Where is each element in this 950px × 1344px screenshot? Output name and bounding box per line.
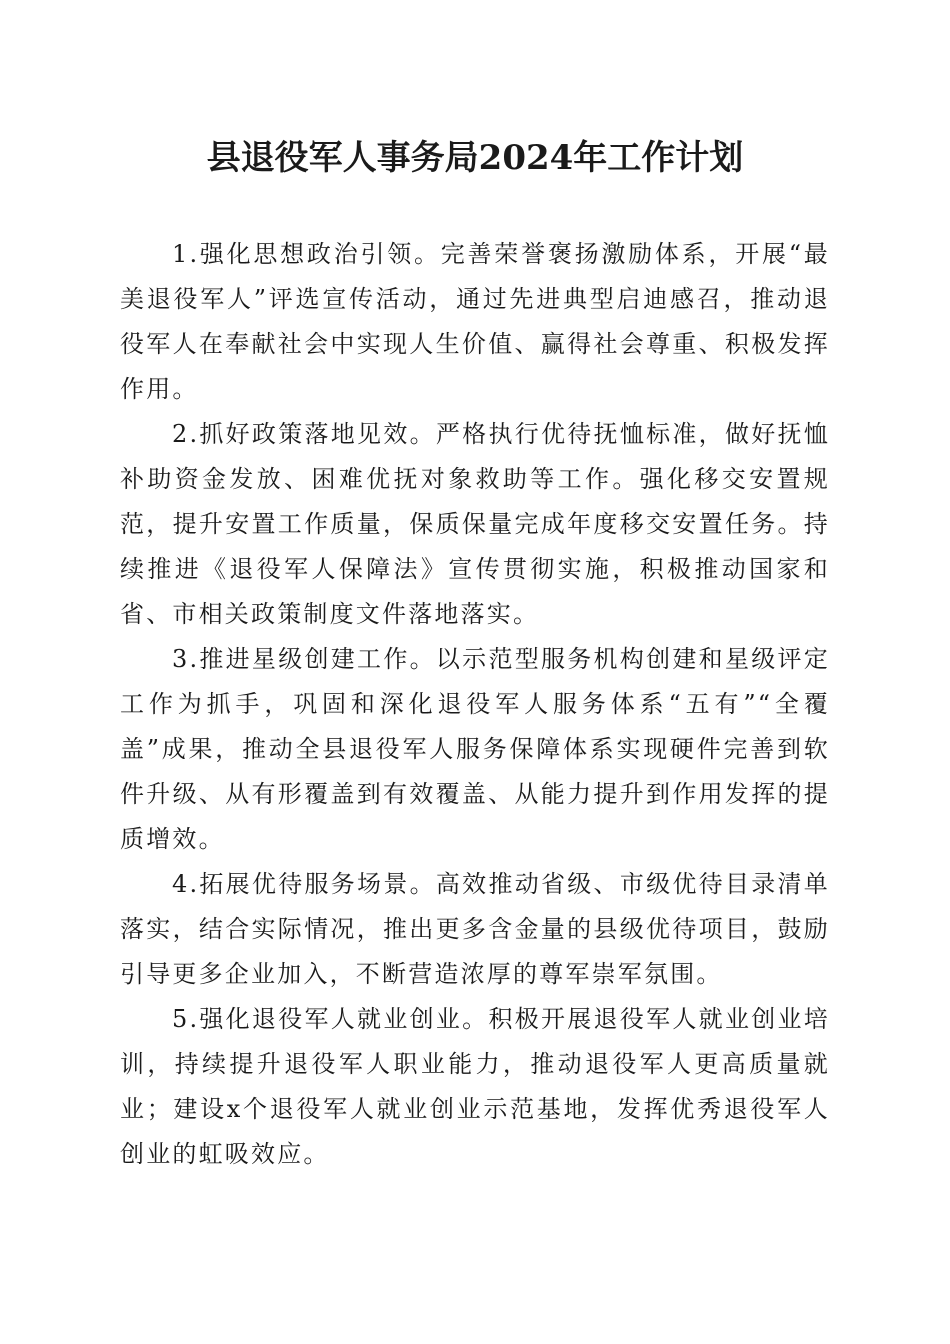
paragraph-2: 2.抓好政策落地见效。严格执行优待抚恤标准，做好抚恤补助资金发放、困难优抚对象救助等工作。强化移交安置规范，提升安置工作质量，保质保量完成年度移交安置任务。持续推进《退役军人保障法》宣传贯彻实施，积极推动国家和省、市相关政策制度文件落地落实。 [120, 420, 830, 628]
paragraph-3: 3.推进星级创建工作。以示范型服务机构创建和星级评定工作为抓手，巩固和深化退役军人服务体系“五有”“全覆盖”成果，推动全县退役军人服务保障体系实现硬件完善到软件升级、从有形覆盖到有效覆盖、从能力提升到作用发挥的提质增效。 [120, 645, 830, 853]
paragraph-4: 4.拓展优待服务场景。高效推动省级、市级优待目录清单落实，结合实际情况，推出更多含金量的县级优待项目，鼓励引导更多企业加入，不断营造浓厚的尊军崇军氛围。 [120, 870, 830, 988]
paragraph-5: 5.强化退役军人就业创业。积极开展退役军人就业创业培训，持续提升退役军人职业能力，推动退役军人更高质量就业；建设x个退役军人就业创业示范基地，发挥优秀退役军人创业的虹吸效应。 [120, 1005, 830, 1168]
document-body [120, 232, 830, 1177]
paragraph-1: 1.强化思想政治引领。完善荣誉褒扬激励体系，开展“最美退役军人”评选宣传活动，通过先进典型启迪感召，推动退役军人在奉献社会中实现人生价值、赢得社会尊重、积极发挥作用。 [120, 240, 830, 403]
document-title: 县退役军人事务局2024年工作计划 [206, 138, 744, 178]
